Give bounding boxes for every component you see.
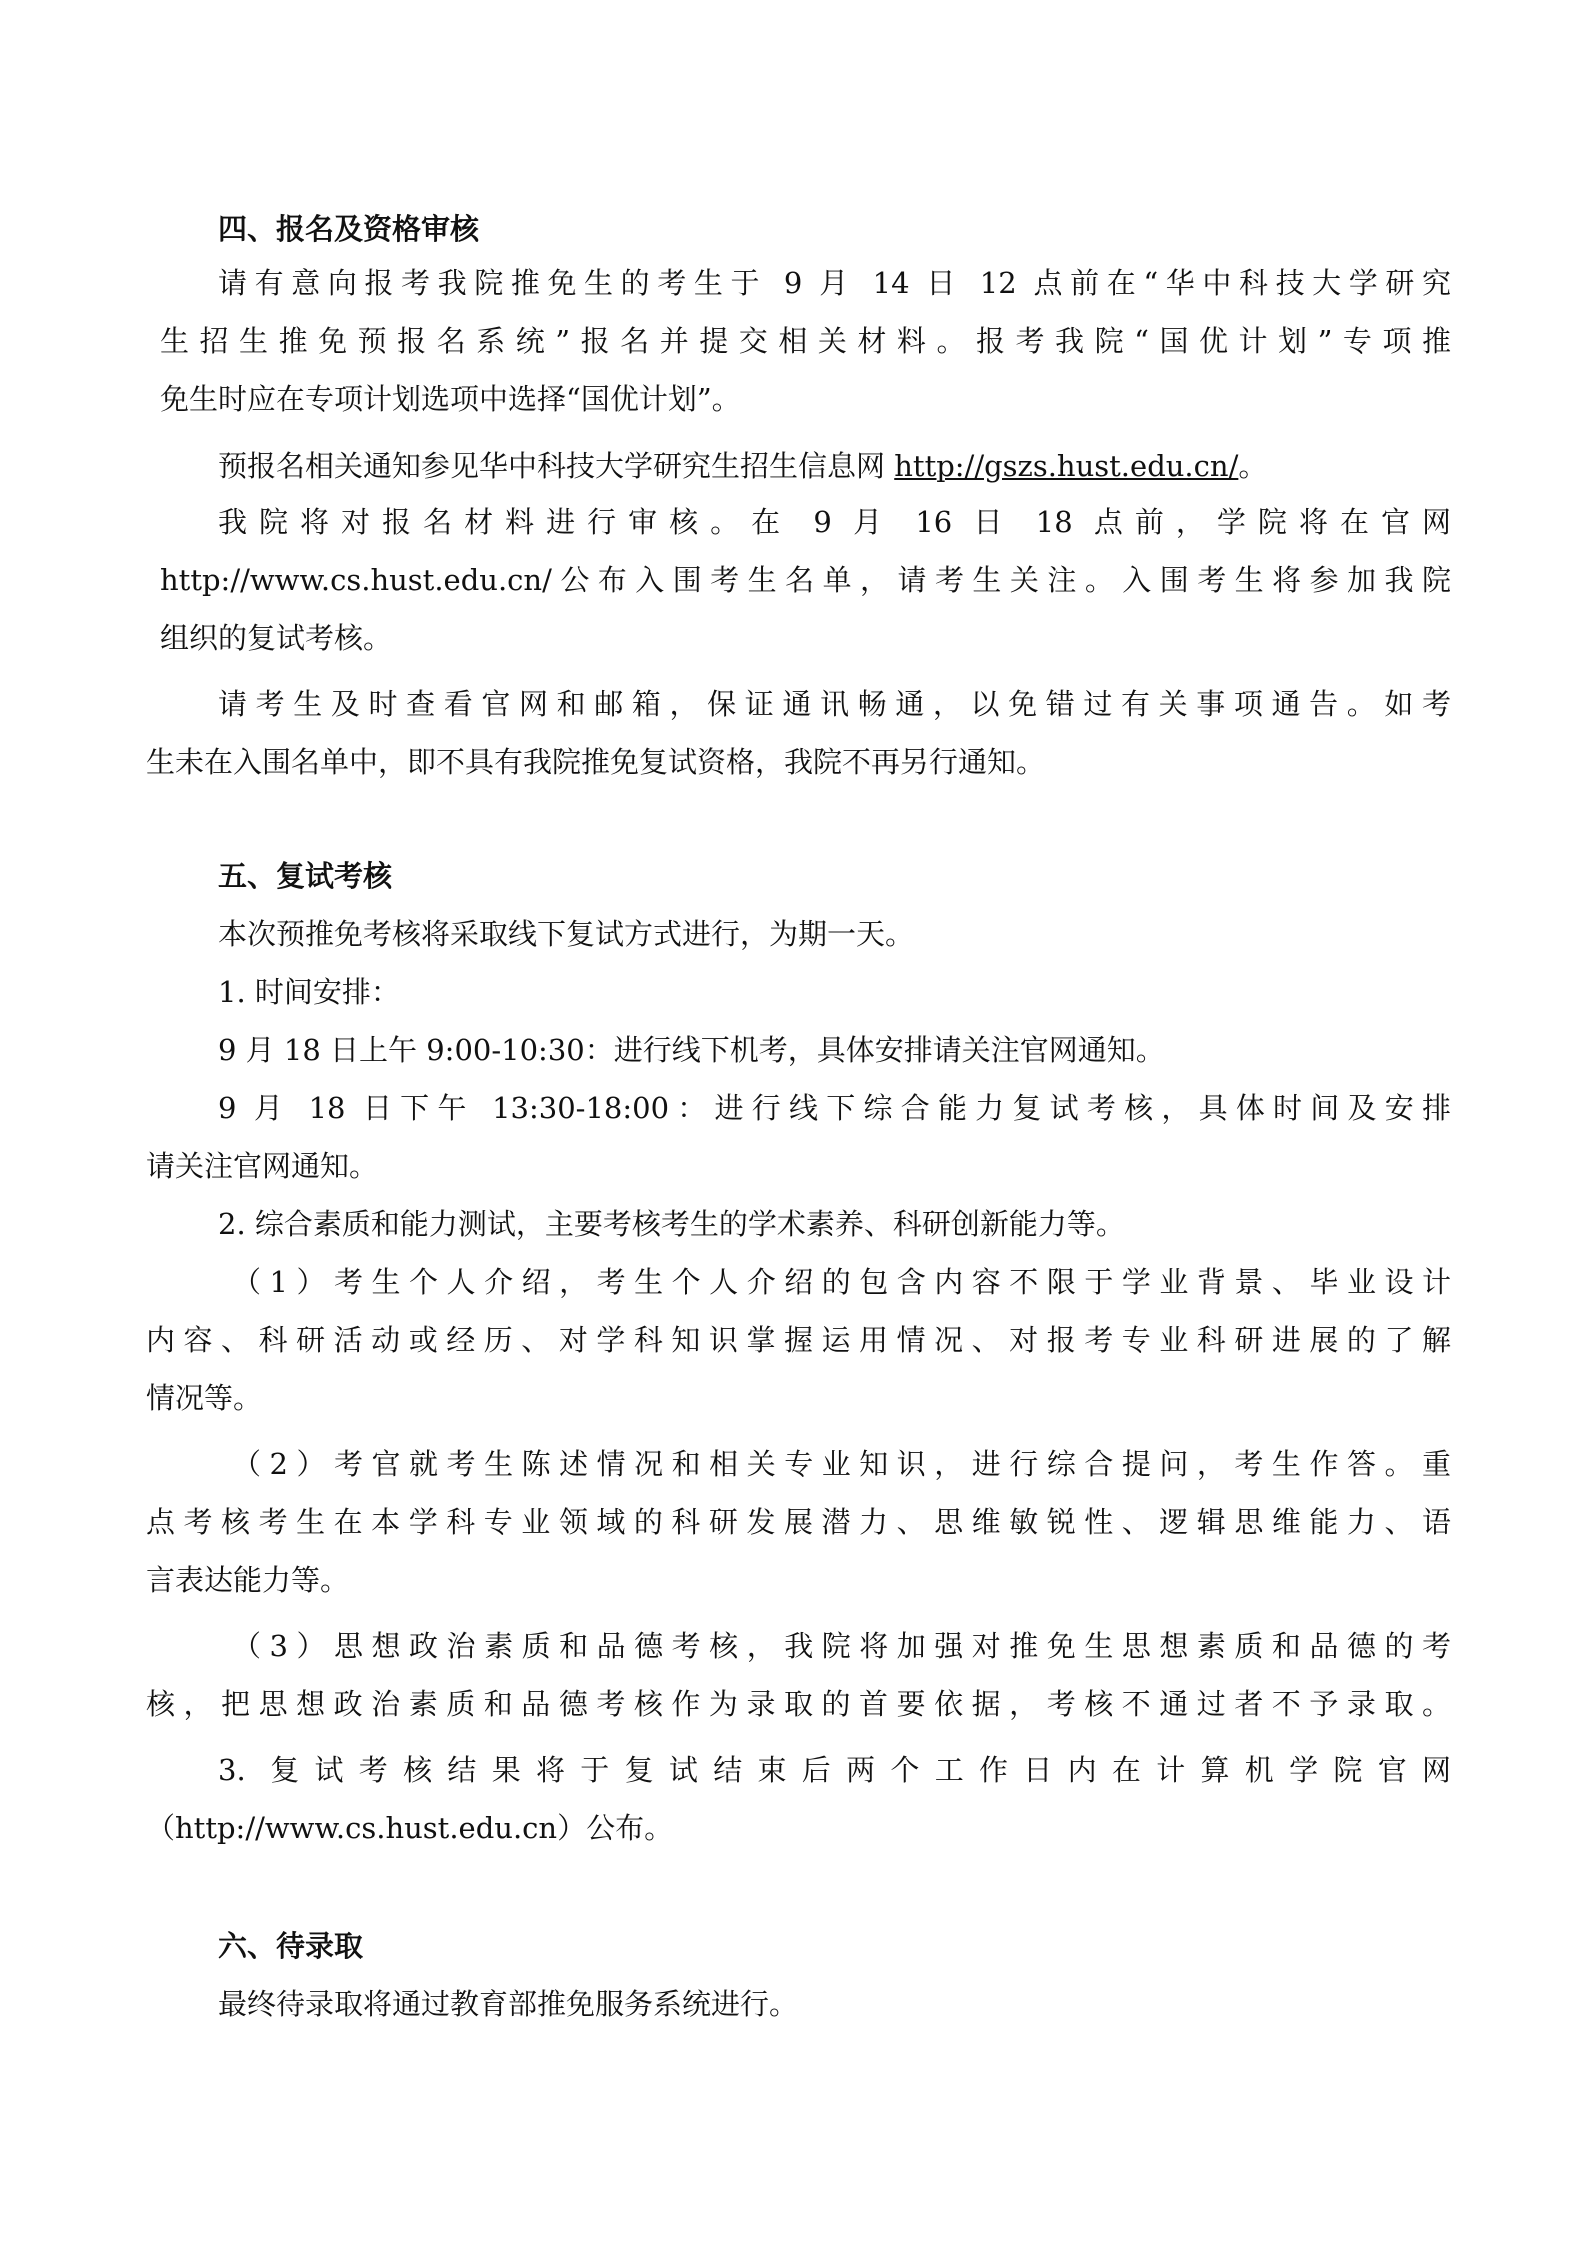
sub-item: （2）考官就考生陈述情况和相关专业知识，进行综合提问，考生作答。重 (232, 1447, 1451, 1481)
list-item: 3. 复试考核结果将于复试结束后两个工作日内在计算机学院官网 (218, 1753, 1451, 1787)
text-segment: 预报名相关通知参见华中科技大学研究生招生信息网 (218, 449, 895, 483)
paragraph-line: 最终待录取将通过教育部推免服务系统进行。 (218, 1987, 799, 2021)
sub-item: （1）考生个人介绍，考生个人介绍的包含内容不限于学业背景、毕业设计 (232, 1265, 1451, 1299)
paragraph-line: 生招生推免预报名系统”报名并提交相关材料。报考我院“国优计划”专项推 (160, 324, 1451, 358)
paragraph-line: 请考生及时查看官网和邮箱，保证通讯畅通，以免错过有关事项通告。如考 (218, 687, 1451, 721)
section-heading-admission: 六、待录取 (218, 1929, 364, 1963)
list-item: 1. 时间安排： (218, 975, 400, 1009)
paragraph-line: 内容、科研活动或经历、对学科知识掌握运用情况、对报考专业科研进展的了解 (146, 1323, 1451, 1357)
paragraph-line: （http://www.cs.hust.edu.cn）公布。 (146, 1811, 674, 1845)
schedule-afternoon: 9 月 18 日下午 13:30-18:00：进行线下综合能力复试考核，具体时间及安排 (218, 1091, 1451, 1125)
paragraph-line: 请关注官网通知。 (146, 1149, 379, 1183)
gszs-link[interactable]: http://gszs.hust.edu.cn/ (894, 449, 1239, 483)
paragraph-line: 请有意向报考我院推免生的考生于 9 月 14 日 12 点前在“华中科技大学研究 (218, 266, 1451, 300)
paragraph-line: 生未在入围名单中，即不具有我院推免复试资格，我院不再另行通知。 (146, 745, 1046, 779)
paragraph-line: 核，把思想政治素质和品德考核作为录取的首要依据，考核不通过者不予录取。 (146, 1687, 1451, 1721)
paragraph-line: 本次预推免考核将采取线下复试方式进行，为期一天。 (218, 917, 915, 951)
paragraph-line: 免生时应在专项计划选项中选择“国优计划”。 (160, 382, 741, 416)
paragraph-line: 情况等。 (146, 1381, 263, 1415)
list-item: 2. 综合素质和能力测试，主要考核考生的学术素养、科研创新能力等。 (218, 1207, 1125, 1241)
paragraph-line: 我院将对报名材料进行审核。在 9 月 16 日 18 点前，学院将在官网 (218, 505, 1451, 539)
paragraph-line: http://www.cs.hust.edu.cn/公布入围考生名单，请考生关注。入围考生将参加我院 (160, 563, 1451, 597)
text-segment: 。 (1238, 449, 1268, 483)
paragraph-line: 言表达能力等。 (146, 1563, 350, 1597)
paragraph-line (218, 446, 1267, 486)
schedule-morning: 9 月 18 日上午 9:00-10:30：进行线下机考，具体安排请关注官网通知。 (218, 1033, 1165, 1067)
paragraph-line: 组织的复试考核。 (160, 621, 393, 655)
section-heading-registration: 四、报名及资格审核 (218, 212, 480, 246)
sub-item: （3）思想政治素质和品德考核，我院将加强对推免生思想素质和品德的考 (232, 1629, 1451, 1663)
paragraph-line: 点考核考生在本学科专业领域的科研发展潜力、思维敏锐性、逻辑思维能力、语 (146, 1505, 1451, 1539)
section-heading-retest: 五、复试考核 (218, 859, 393, 893)
